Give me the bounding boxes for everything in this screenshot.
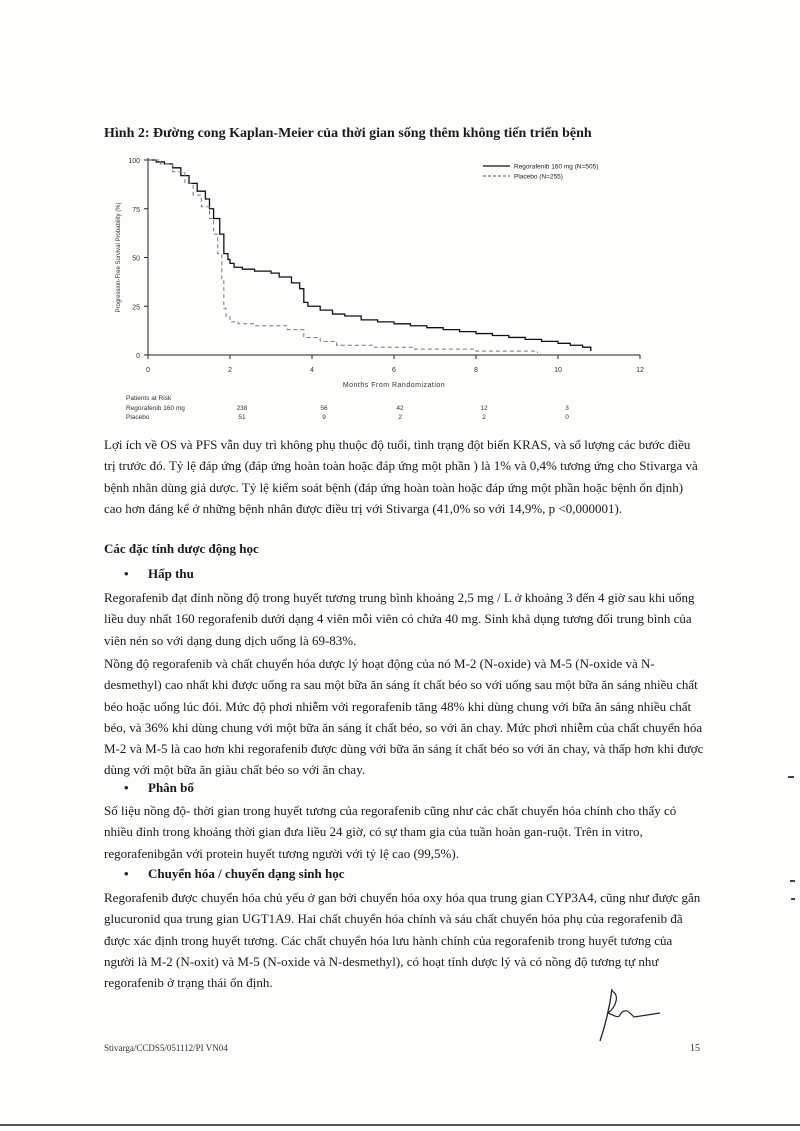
risk-table	[126, 395, 569, 421]
x-axis-label: Months From Randomization	[342, 382, 446, 389]
risk-table-count: 51	[238, 414, 246, 421]
y-tick-label: 0	[136, 353, 140, 360]
subheading-absorption	[124, 566, 194, 582]
bullet: •	[124, 566, 129, 581]
x-tick-label: 6	[392, 367, 396, 374]
bullet: •	[124, 780, 129, 795]
y-tick-label: 25	[132, 304, 140, 312]
subheading-metabolism-label: Chuyển hóa / chuyển dạng sinh học	[148, 866, 345, 881]
risk-table-count: 238	[236, 405, 248, 412]
subheading-distribution	[124, 780, 194, 796]
risk-table-row-label: Regorafenib 160 mg	[126, 405, 185, 412]
risk-table-count: 12	[480, 405, 488, 412]
series-regorafenib-curve	[148, 160, 591, 351]
risk-table-row-label: Placebo	[126, 414, 150, 421]
bullet: •	[124, 866, 129, 881]
paragraph-benefit: Lợi ích về OS và PFS vẫn duy trì không phụ thuộc độ tuổi, tình trạng đột biến KRAS, và số lượng các bước điều trị trước đó. Tỷ lệ đáp ứng (đáp ứng hoàn toàn hoặc đáp ứng một phần ) là 1% và 0,4% tương ứng cho Stivarga và bệnh nhân dùng giả dược. Tỷ lệ kiểm soát bệnh (đáp ứng hoàn toàn hoặc đáp ứng một phần hoặc bệnh ổn định) cao hơn đáng kể ở những bệnh nhân được điều trị với Stivarga (41,0% so với 14,9%, p <0,000001).	[104, 437, 698, 516]
footer-doc-code: Stivarga/CCDS5/051112/PI VN04	[104, 1043, 228, 1053]
subheading-metabolism	[124, 866, 345, 882]
scan-mark	[788, 776, 794, 778]
y-axis-label: Progression-Free Survival Probability (%)	[116, 202, 122, 313]
x-tick-label: 4	[310, 367, 314, 374]
paragraph-absorption: Regorafenib đạt đỉnh nồng độ trong huyết tương trung bình khoảng 2,5 mg / L ở khoảng 3 đến 4 giờ sau khi uống liều duy nhất 160 regorafenib dưới dạng 4 viên mỗi viên có chứa 40 mg. Sinh khả dụng tương đối trung bình của viên nén so với dạng dung dịch uống là 69-83%.	[104, 590, 695, 648]
y-tick-label: 75	[132, 206, 140, 214]
subheading-absorption-label: Hấp thu	[148, 566, 194, 581]
paragraph-metabolism: Regorafenib được chuyển hóa chủ yếu ở gan bởi chuyển hóa oxy hóa qua trung gian CYP3A4, cũng như được gắn glucuronid qua trung gian UGT1A9. Hai chất chuyển hóa chính và sáu chất chuyển hóa phụ của regorafenib đã được xác định trong huyết tương. Các chất chuyển hóa lưu hành chính của regorafenib trong huyết tương của người là M-2 (N-oxit) và M-5 (N-oxide và N-desmethyl), có hoạt tính dược lý và có nồng độ tương tự như regorafenib ở trạng thái ổn định.	[104, 890, 701, 991]
y-tick-label: 100	[128, 158, 140, 165]
chart-series-layer	[148, 160, 591, 353]
scan-mark	[791, 898, 795, 900]
legend-label: Regorafenib 160 mg (N=505)	[514, 163, 599, 171]
x-tick-label: 12	[636, 367, 644, 374]
risk-table-count: 42	[396, 405, 404, 412]
x-tick-label: 10	[554, 367, 562, 374]
x-tick-label: 2	[228, 367, 232, 374]
legend-label: Placebo (N=255)	[514, 173, 563, 181]
scan-edge-line	[0, 1124, 800, 1126]
series-placebo-curve	[148, 160, 538, 353]
x-tick-label: 0	[146, 367, 150, 374]
risk-table-count: 2	[482, 414, 486, 421]
x-tick-label: 8	[474, 367, 478, 374]
chart-legend	[483, 164, 598, 181]
subheading-distribution-label: Phân bố	[148, 780, 194, 795]
heading-pharmacokinetics: Các đặc tính dược động học	[104, 541, 259, 556]
paragraph-food-effect: Nồng độ regorafenib và chất chuyển hóa dược lý hoạt động của nó M-2 (N-oxide) và M-5 (N-oxide và N- desmethyl) cao nhất khi được uống ra sau một bữa ăn sáng ít chất béo so với uống sau một bữa ăn sáng nhiều chất béo hoặc uống lúc đói. Mức độ phơi nhiễm với regorafenib tăng 48% khi dùng chung với bữa ăn sáng nhiều chất béo, và 36% khi dùng chung với một bữa ăn sáng ít chất béo, so với ăn chay. Mức phơi nhiễm của chất chuyển hóa M-2 và M-5 là cao hơn khi regorafenib được dùng với bữa ăn sáng ít chất béo so với ăn chay, và thấp hơn khi được dùng với một bữa ăn giàu chất béo so với ăn chay.	[104, 656, 704, 778]
paragraph-distribution: Số liệu nồng độ- thời gian trong huyết tương của regorafenib cũng như các chất chuyển hóa chính cho thấy có nhiều đỉnh trong khoảng thời gian đưa liều 24 giờ, có sự tham gia của tuần hoàn gan-ruột. Trên in vitro, regorafenibgắn với protein huyết tương người với tỷ lệ cao (99,5%).	[104, 803, 677, 861]
signature	[590, 985, 670, 1045]
y-tick-label: 50	[132, 255, 140, 263]
figure-title: Hình 2: Đường cong Kaplan-Meier của thời gian sống thêm không tiến triển bệnh	[104, 126, 592, 141]
risk-table-count: 2	[398, 414, 402, 421]
risk-table-count: 9	[322, 414, 326, 421]
scan-mark	[790, 880, 795, 882]
risk-table-title: Patients at Risk	[126, 395, 172, 402]
footer-page-number: 15	[690, 1043, 700, 1054]
risk-table-count: 56	[320, 405, 328, 412]
chart-axes	[116, 158, 644, 389]
km-chart	[100, 152, 660, 432]
risk-table-count: 0	[565, 414, 569, 421]
risk-table-count: 3	[565, 405, 569, 412]
